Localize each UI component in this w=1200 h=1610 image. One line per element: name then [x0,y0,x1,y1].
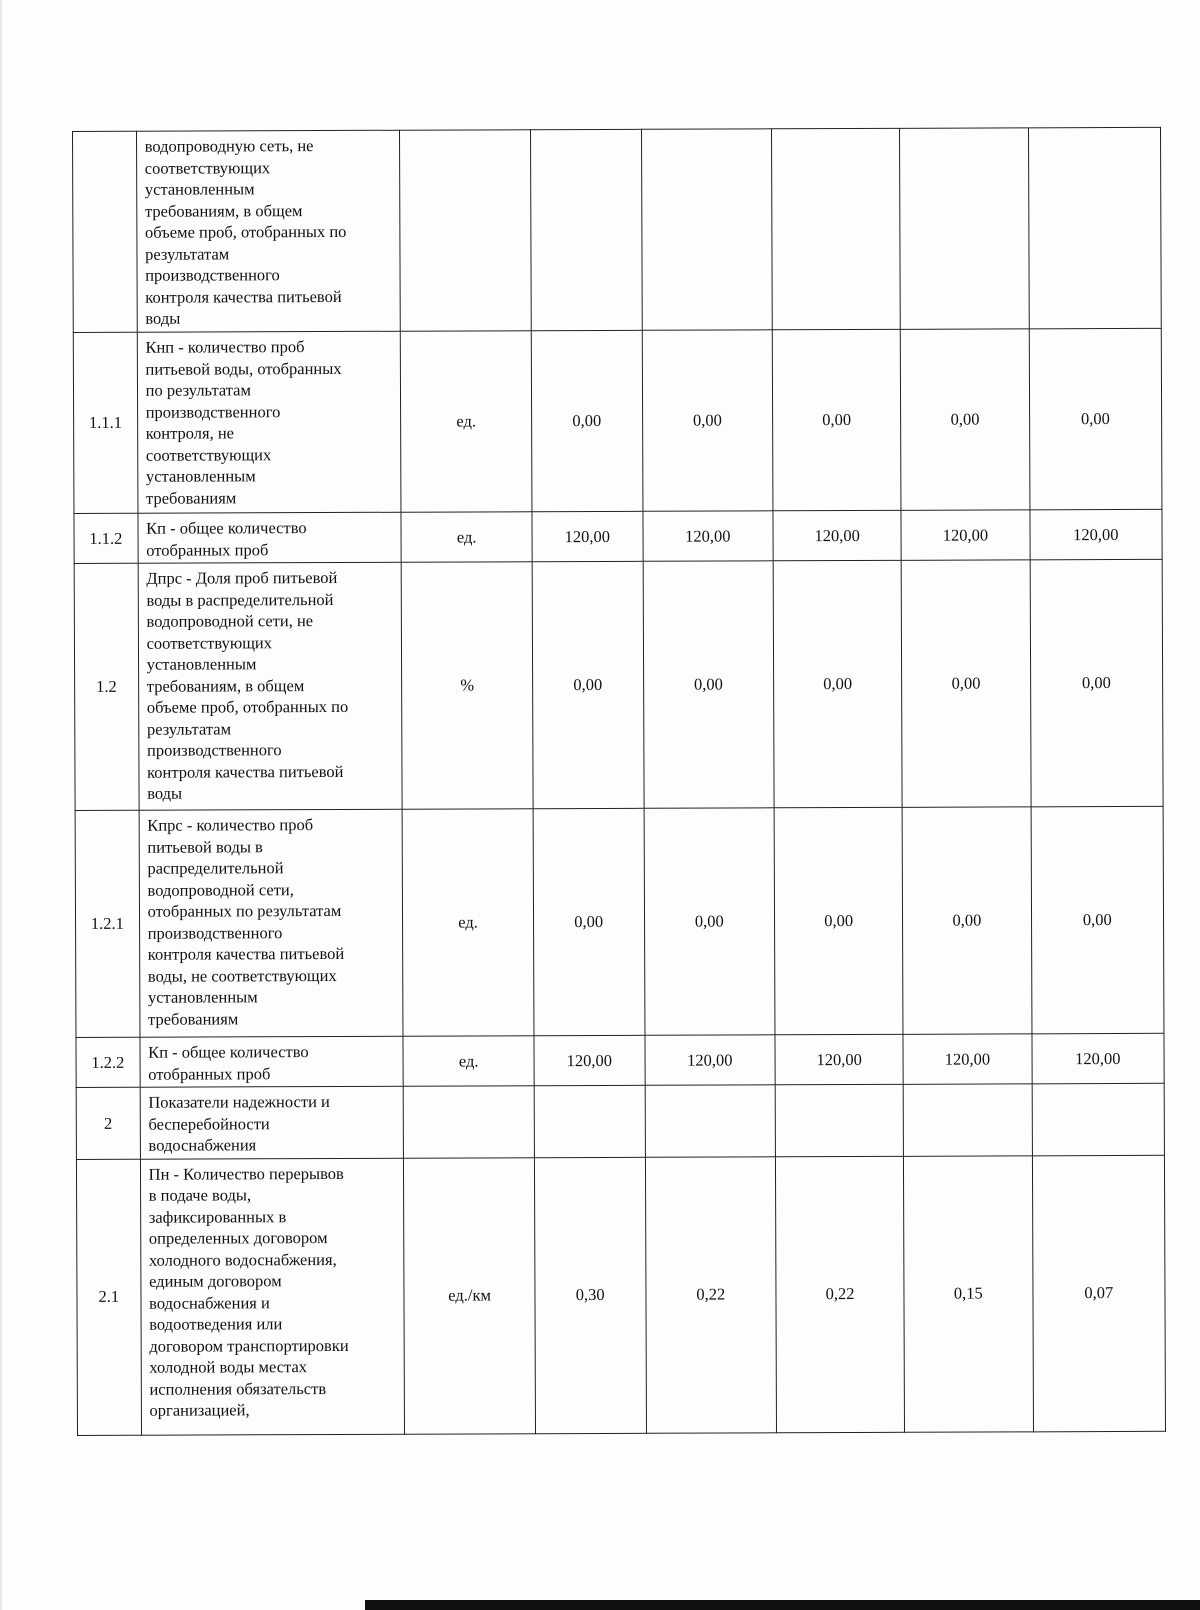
value-cell-year-3: 0,00 [772,329,901,510]
value-cell-year-3: 0,00 [773,560,902,807]
description-cell [139,809,404,1037]
scan-edge-left [0,0,3,1610]
description-line: Кнп - количество проб [145,337,305,357]
unit-cell: % [402,562,533,809]
description-line: соответствующих [145,444,272,465]
table-row [76,1033,1164,1087]
unit-cell [404,1086,535,1158]
unit-cell: ед. [401,512,532,563]
description-line: производственного [145,401,281,422]
value-cell-year-1: 120,00 [534,1035,645,1085]
description-line: установленным [144,179,255,199]
value-cell-year-5: 0,07 [1032,1155,1166,1432]
value-cell-year-4: 0,00 [901,560,1030,807]
value-cell-year-1: 0,00 [533,808,645,1035]
description-line: питьевой воды, отобранных [145,358,342,379]
value-cell-year-5: 120,00 [1032,1033,1165,1084]
description-line: водоснабжения и [149,1292,270,1313]
description-line: договором транспортировки [149,1335,349,1356]
value-cell-year-2: 120,00 [643,511,774,562]
description-cell [140,1036,404,1087]
value-cell-year-3: 0,00 [774,807,903,1034]
description-line: водопроводную сеть, не [144,136,314,156]
description-line: воды, не соответствующих [147,965,337,986]
value-cell-year-3: 0,22 [775,1156,904,1432]
description-line: требованиям [145,487,237,508]
description-line: отобранных проб [146,539,269,560]
value-cell-year-5 [1032,1083,1165,1155]
value-cell-year-2: 0,00 [643,561,774,808]
description-line: объеме проб, отобранных по [144,221,347,242]
description-line: распределительной [147,858,284,878]
description-line: воды в распределительной [146,589,334,610]
description-line: организацией, [149,1400,250,1420]
description-line: водопроводной сети, [147,879,294,900]
unit-cell: ед. [401,331,532,512]
value-cell-year-5: 0,00 [1031,806,1164,1034]
indicators-table [72,127,1166,1436]
description-cell [136,130,401,332]
value-cell-year-4: 0,00 [901,329,1030,510]
value-cell-year-2: 0,00 [644,808,775,1035]
value-cell-year-2: 120,00 [645,1035,776,1086]
description-line: Кп - общее количество [146,518,307,538]
table-body [73,127,1166,1435]
value-cell-year-5: 0,00 [1030,559,1163,807]
row-number-cell: 1.1.1 [73,332,137,513]
row-number-cell: 2.1 [76,1159,141,1435]
description-line: соответствующих [146,632,273,653]
value-cell-year-5 [1028,127,1161,329]
description-line: Кпрс - количество проб [147,815,314,835]
description-line: результатам [146,718,232,739]
description-line: требованиям, в общем [146,675,305,696]
description-line: бесперебойности [148,1113,270,1134]
row-number-cell [73,131,137,332]
unit-cell: ед./км [404,1157,535,1433]
description-line: производственного [146,740,282,760]
value-cell-year-1: 0,30 [534,1157,646,1433]
description-line: воды [147,783,183,803]
unit-cell: ед. [403,809,534,1036]
description-line: питьевой воды в [147,836,263,857]
description-line: производственного [145,265,280,285]
value-cell-year-2 [641,129,772,330]
row-number-cell: 1.2 [74,563,139,810]
description-line: отобранных по результатам [147,900,342,921]
value-cell-year-4 [900,128,1029,329]
description-line: Кп - общее количество [148,1042,309,1062]
table-row [74,559,1163,810]
description-line: воды [145,308,181,328]
value-cell-year-4: 0,15 [904,1155,1033,1431]
value-cell-year-4: 120,00 [901,510,1029,560]
row-number-cell: 1.1.2 [74,513,138,563]
value-cell-year-5: 0,00 [1029,328,1162,510]
unit-cell: ед. [403,1036,534,1087]
description-line: контроля, не [145,423,235,443]
description-line: отобранных проб [148,1063,271,1084]
value-cell-year-3 [775,1084,904,1156]
value-cell-year-1 [534,1085,645,1157]
description-line: контроля качества питьевой [147,943,345,964]
description-cell [138,562,403,810]
value-cell-year-2: 0,22 [645,1156,776,1432]
description-line: контроля качества питьевой [145,286,342,307]
description-cell [140,1158,405,1435]
value-cell-year-1: 120,00 [532,511,643,561]
value-cell-year-2 [645,1085,776,1157]
description-cell [138,512,402,563]
description-line: Показатели надежности и [148,1092,330,1112]
table-row [74,509,1162,563]
description-line: водоснабжения [148,1135,257,1155]
description-cell [137,331,401,513]
value-cell-year-3: 120,00 [775,1034,903,1084]
table-row [73,328,1162,513]
value-cell-year-2: 0,00 [642,330,773,511]
description-line: в подаче воды, [148,1185,252,1205]
description-line: требованиям [147,1008,239,1029]
description-line: водоотведения или [149,1314,283,1334]
row-number-cell: 1.2.1 [75,810,139,1037]
table-row [76,1083,1164,1159]
description-line: требованиям, в общем [144,200,303,221]
description-line: водопроводной сети, не [146,611,314,631]
value-cell-year-3 [771,128,900,329]
value-cell-year-3: 120,00 [773,510,901,560]
description-cell [140,1086,404,1159]
description-line: контроля качества питьевой [147,761,344,782]
table-row [76,1155,1165,1435]
description-line: установленным [147,987,258,1007]
description-line: соответствующих [144,157,271,178]
description-line: результатам [145,243,230,264]
value-cell-year-4: 120,00 [903,1034,1031,1084]
description-line: по результатам [145,380,251,400]
description-line: единым договором [149,1271,282,1291]
description-line: зафиксированных в [148,1206,287,1227]
table-row [75,806,1164,1037]
description-line: производственного [147,922,283,943]
description-line: Дпрс - Доля проб питьевой [146,567,338,588]
table-row [73,127,1162,332]
description-line: объеме проб, отобранных по [146,696,349,717]
description-line: определенных договором [148,1228,328,1248]
description-line: исполнения обязательств [149,1378,327,1399]
description-line: холодной воды местах [149,1357,308,1377]
value-cell-year-1: 0,00 [532,561,644,808]
description-line: установленным [146,654,257,674]
description-line: Пн - Количество перерывов [148,1163,344,1184]
value-cell-year-4: 0,00 [902,807,1031,1034]
unit-cell [400,130,531,331]
description-line: установленным [145,466,256,486]
value-cell-year-1: 0,00 [531,330,643,511]
scan-edge-bottom [365,1600,1200,1610]
value-cell-year-4 [903,1084,1032,1156]
description-line: холодного водоснабжения, [148,1249,337,1270]
value-cell-year-5: 120,00 [1029,509,1162,560]
row-number-cell: 2 [76,1087,140,1159]
row-number-cell: 1.2.2 [76,1037,140,1087]
value-cell-year-1 [530,129,642,330]
